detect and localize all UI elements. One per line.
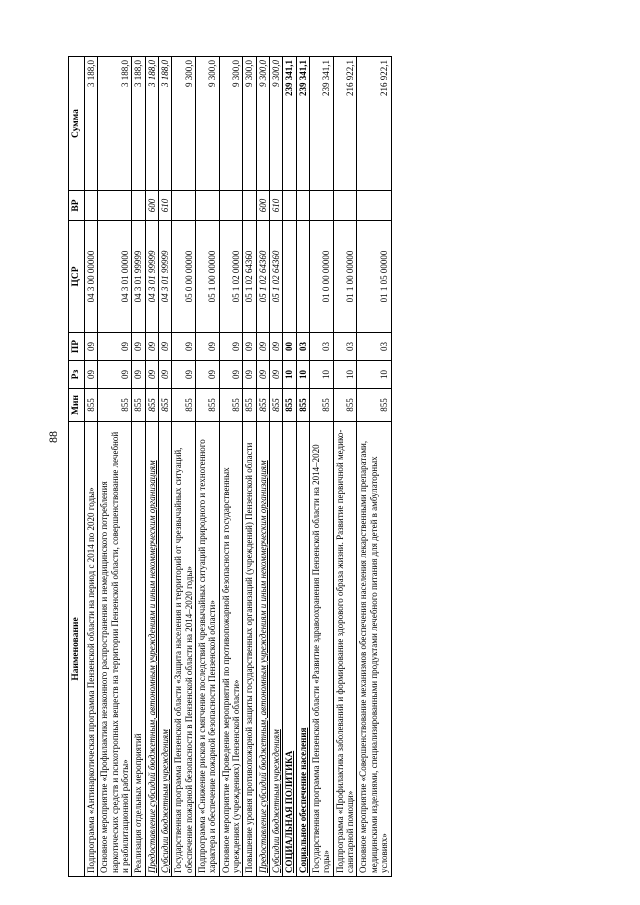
cell-min: 855 bbox=[333, 389, 357, 422]
table-row bbox=[158, 57, 171, 877]
table-row bbox=[243, 57, 256, 877]
cell-sum: 9 300,0 bbox=[172, 57, 196, 191]
table-row bbox=[84, 57, 97, 877]
cell-rz: 09 bbox=[196, 361, 220, 389]
cell-csr: 04 3 01 99999 bbox=[132, 221, 145, 333]
cell-name: Субсидии бюджетным учреждениям bbox=[270, 422, 283, 877]
cell-sum: 3 188,0 bbox=[158, 57, 171, 191]
cell-pr: 09 bbox=[84, 333, 97, 361]
cell-csr bbox=[296, 221, 309, 333]
table-header-row bbox=[69, 57, 85, 877]
cell-min: 855 bbox=[270, 389, 283, 422]
cell-vr bbox=[132, 191, 145, 221]
cell-pr: 09 bbox=[219, 333, 243, 361]
table-row bbox=[333, 57, 357, 877]
table-row bbox=[357, 57, 391, 877]
cell-min: 855 bbox=[132, 389, 145, 422]
cell-rz: 09 bbox=[84, 361, 97, 389]
cell-sum: 239 341,1 bbox=[283, 57, 296, 191]
cell-csr: 05 1 02 64360 bbox=[256, 221, 269, 333]
cell-rz: 09 bbox=[256, 361, 269, 389]
cell-name: Государственная программа Пензенской области «Защита населения и территорий от чрезвычайных ситуаций, обеспечение пожарной безопасности в Пензенской области на 2014–2020 годы» bbox=[172, 422, 196, 877]
cell-vr: 610 bbox=[270, 191, 283, 221]
cell-pr: 09 bbox=[132, 333, 145, 361]
cell-rz: 09 bbox=[132, 361, 145, 389]
cell-sum: 9 300,0 bbox=[243, 57, 256, 191]
cell-csr: 05 1 02 64360 bbox=[270, 221, 283, 333]
cell-pr: 09 bbox=[158, 333, 171, 361]
cell-rz: 10 bbox=[283, 361, 296, 389]
cell-vr bbox=[196, 191, 220, 221]
cell-name: Основное мероприятие «Профилактика незаконного распространения и немедицинского потребления наркотических средств и психотропных веществ на территории Пензенской области, совершенствование лечебной и реабилитационной работы» bbox=[98, 422, 132, 877]
table-row bbox=[172, 57, 196, 877]
cell-sum: 9 300,0 bbox=[196, 57, 220, 191]
cell-vr: 600 bbox=[145, 191, 158, 221]
cell-name: Предоставление субсидий бюджетным, автономным учреждениям и иным некоммерческим организациям bbox=[145, 422, 158, 877]
cell-min: 855 bbox=[158, 389, 171, 422]
cell-sum: 9 300,0 bbox=[256, 57, 269, 191]
cell-rz: 09 bbox=[219, 361, 243, 389]
cell-sum: 9 300,0 bbox=[219, 57, 243, 191]
cell-name: Государственная программа Пензенской области «Развитие здравоохранения Пензенской области на 2014–2020 годы» bbox=[310, 422, 334, 877]
table-row bbox=[132, 57, 145, 877]
cell-vr bbox=[283, 191, 296, 221]
cell-sum: 3 188,0 bbox=[84, 57, 97, 191]
cell-rz: 09 bbox=[158, 361, 171, 389]
cell-name: Реализация отдельных мероприятий bbox=[132, 422, 145, 877]
cell-min: 855 bbox=[243, 389, 256, 422]
cell-csr: 04 3 01 99999 bbox=[158, 221, 171, 333]
cell-vr bbox=[84, 191, 97, 221]
cell-pr: 09 bbox=[98, 333, 132, 361]
cell-name: Основное мероприятие «Совершенствование механизмов обеспечения населения лекарственными препаратами, медицинскими изделиями, специализированными продуктами лечебного питания для детей в амбулаторных условиях» bbox=[357, 422, 391, 877]
table-row bbox=[219, 57, 243, 877]
header-min: Мин bbox=[69, 389, 85, 422]
cell-min: 855 bbox=[219, 389, 243, 422]
cell-name: Субсидии бюджетным учреждениям bbox=[158, 422, 171, 877]
cell-csr bbox=[283, 221, 296, 333]
cell-csr: 05 0 00 00000 bbox=[172, 221, 196, 333]
cell-min: 855 bbox=[84, 389, 97, 422]
table-body bbox=[84, 57, 391, 877]
cell-vr: 600 bbox=[256, 191, 269, 221]
cell-rz: 09 bbox=[270, 361, 283, 389]
cell-sum: 239 341,1 bbox=[310, 57, 334, 191]
cell-pr: 03 bbox=[296, 333, 309, 361]
cell-min: 855 bbox=[172, 389, 196, 422]
budget-table bbox=[68, 56, 392, 877]
table-row bbox=[98, 57, 132, 877]
cell-min: 855 bbox=[196, 389, 220, 422]
cell-min: 855 bbox=[145, 389, 158, 422]
cell-csr: 04 3 00 00000 bbox=[84, 221, 97, 333]
header-pr: ПР bbox=[69, 333, 85, 361]
header-sum: Сумма bbox=[69, 57, 85, 191]
cell-min: 855 bbox=[296, 389, 309, 422]
cell-pr: 09 bbox=[243, 333, 256, 361]
cell-pr: 09 bbox=[172, 333, 196, 361]
cell-csr: 05 1 02 00000 bbox=[219, 221, 243, 333]
cell-min: 855 bbox=[357, 389, 391, 422]
cell-rz: 09 bbox=[98, 361, 132, 389]
table-row bbox=[310, 57, 334, 877]
table-row bbox=[256, 57, 269, 877]
cell-sum: 216 922,1 bbox=[333, 57, 357, 191]
cell-csr: 01 1 05 00000 bbox=[357, 221, 391, 333]
cell-name: Повышение уровня противопожарной защиты государственных организаций (учреждений) Пензенской области bbox=[243, 422, 256, 877]
cell-min: 855 bbox=[256, 389, 269, 422]
cell-name: СОЦИАЛЬНАЯ ПОЛИТИКА bbox=[283, 422, 296, 877]
cell-csr: 01 0 00 00000 bbox=[310, 221, 334, 333]
cell-vr bbox=[219, 191, 243, 221]
cell-vr bbox=[296, 191, 309, 221]
cell-pr: 03 bbox=[333, 333, 357, 361]
cell-rz: 09 bbox=[243, 361, 256, 389]
cell-name: Подпрограмма «Профилактика заболеваний и формирование здорового образа жизни. Развитие первичной медико-санитарной помощи» bbox=[333, 422, 357, 877]
cell-rz: 09 bbox=[145, 361, 158, 389]
cell-name: Основное мероприятие «Проведение мероприятий по противопожарной безопасности в государственных учреждениях (учреждениях) Пензенской области» bbox=[219, 422, 243, 877]
table-row bbox=[296, 57, 309, 877]
cell-sum: 216 922,1 bbox=[357, 57, 391, 191]
cell-sum: 9 300,0 bbox=[270, 57, 283, 191]
cell-vr: 610 bbox=[158, 191, 171, 221]
cell-pr: 09 bbox=[270, 333, 283, 361]
cell-rz: 10 bbox=[310, 361, 334, 389]
cell-rz: 10 bbox=[296, 361, 309, 389]
cell-vr bbox=[98, 191, 132, 221]
cell-name: Подпрограмма «Антинаркотическая программа Пензенской области на период с 2014 по 2020 годы» bbox=[84, 422, 97, 877]
cell-min: 855 bbox=[310, 389, 334, 422]
header-vr: ВР bbox=[69, 191, 85, 221]
cell-sum: 3 188,0 bbox=[98, 57, 132, 191]
rotated-page-content bbox=[68, 57, 568, 877]
cell-sum: 3 188,0 bbox=[132, 57, 145, 191]
cell-vr bbox=[172, 191, 196, 221]
cell-rz: 10 bbox=[357, 361, 391, 389]
cell-csr: 05 1 00 00000 bbox=[196, 221, 220, 333]
cell-rz: 10 bbox=[333, 361, 357, 389]
header-csr: ЦСР bbox=[69, 221, 85, 333]
cell-vr bbox=[333, 191, 357, 221]
cell-name: Подпрограмма «Снижение рисков и смягчение последствий чрезвычайных ситуаций природного и техногенного характера и обеспечение пожарной безопасности Пензенской области» bbox=[196, 422, 220, 877]
table-row bbox=[196, 57, 220, 877]
cell-pr: 09 bbox=[256, 333, 269, 361]
cell-sum: 239 341,1 bbox=[296, 57, 309, 191]
cell-csr: 04 3 01 00000 bbox=[98, 221, 132, 333]
cell-csr: 04 3 01 99999 bbox=[145, 221, 158, 333]
header-name: Наименование bbox=[69, 422, 85, 877]
cell-csr: 01 1 00 00000 bbox=[333, 221, 357, 333]
cell-vr bbox=[357, 191, 391, 221]
cell-csr: 05 1 02 64360 bbox=[243, 221, 256, 333]
cell-pr: 09 bbox=[145, 333, 158, 361]
cell-pr: 03 bbox=[310, 333, 334, 361]
cell-sum: 3 188,0 bbox=[145, 57, 158, 191]
table-row bbox=[145, 57, 158, 877]
cell-pr: 03 bbox=[357, 333, 391, 361]
page-number: 88 bbox=[46, 431, 60, 443]
cell-name: Социальное обеспечение населения bbox=[296, 422, 309, 877]
cell-vr bbox=[310, 191, 334, 221]
cell-min: 855 bbox=[98, 389, 132, 422]
table-row bbox=[270, 57, 283, 877]
cell-pr: 00 bbox=[283, 333, 296, 361]
cell-pr: 09 bbox=[196, 333, 220, 361]
cell-rz: 09 bbox=[172, 361, 196, 389]
table-row bbox=[283, 57, 296, 877]
cell-vr bbox=[243, 191, 256, 221]
cell-min: 855 bbox=[283, 389, 296, 422]
cell-name: Предоставление субсидий бюджетным, автономным учреждениям и иным некоммерческим организациям bbox=[256, 422, 269, 877]
header-rz: Рз bbox=[69, 361, 85, 389]
